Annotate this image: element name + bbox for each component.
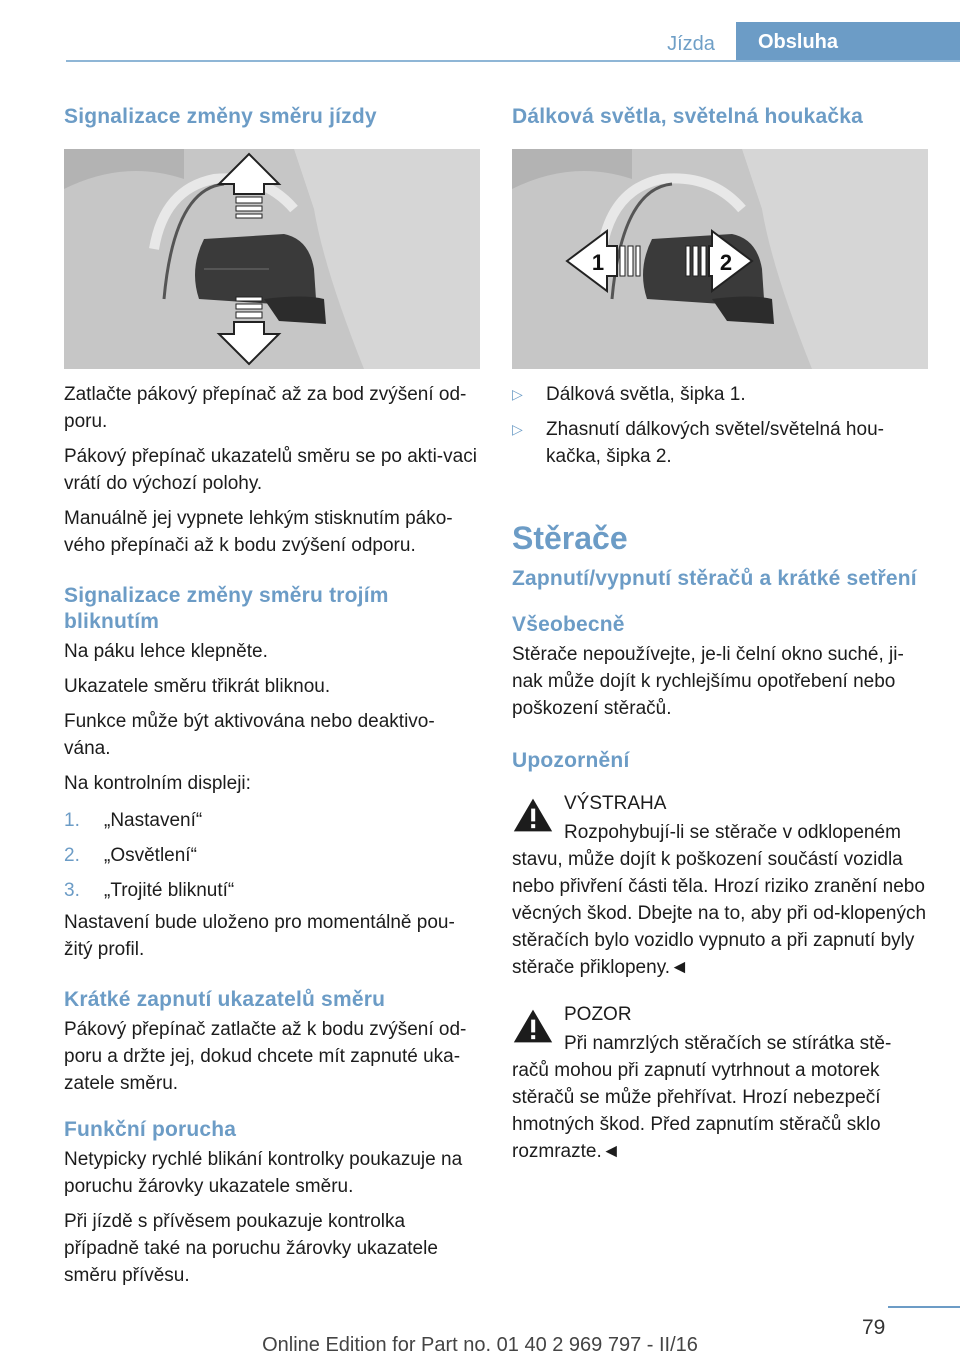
paragraph: Na kontrolním displeji: (64, 773, 251, 794)
tab-obsluha[interactable]: Obsluha (736, 22, 960, 62)
caution-text: Při namrzlých stěračích se stírátka stě‐račů mohou při zapnutí vytrhnout a motorek stěračů se může přehřívat. Hrozí nebezpečí hmotných škod. Před zapnutím stěračů sklo rozmrazte.◄ (512, 1033, 892, 1162)
list-item-text: „Osvětlení“ (104, 845, 197, 866)
warning-triangle-icon (512, 796, 554, 834)
high-beam-lever-image (512, 149, 928, 369)
arrow-label-1: 1 (591, 250, 605, 275)
triangle-bullet-icon: ▷ (512, 386, 523, 402)
paragraph: Pákový přepínač zatlačte až k bodu zvýšení od‐poru a držte jej, dokud chcete mít zapnuté uka‐zatele směru. (64, 1019, 467, 1094)
settings-steps-list (64, 807, 480, 904)
list-item (512, 416, 928, 470)
list-item (64, 842, 480, 869)
paragraph: Funkce může být aktivována nebo deaktivo‐vána. (64, 711, 435, 759)
list-item (64, 877, 480, 904)
list-item-text: Zhasnutí dálkových světel/světelná hou‐kačka, šipka 2. (546, 419, 884, 467)
paragraph: Při jízdě s přívěsem poukazuje kontrolka případně také na poruchu žárovky ukazatele směru přívěsu. (64, 1211, 438, 1286)
list-number: 3. (64, 880, 80, 901)
paragraph: Nastavení bude uloženo pro momentálně pou‐žitý profil. (64, 912, 455, 960)
section-title-short-activation: Krátké zapnutí ukazatelů směru (64, 988, 386, 1011)
header-divider (66, 60, 960, 62)
section-title-general: Všeobecně (512, 613, 625, 636)
turn-signal-lever-image (64, 149, 480, 369)
paragraph: Netypicky rychlé blikání kontrolky poukazuje na poruchu žárovky ukazatele směru. (64, 1149, 463, 1197)
chapter-title-wipers: Stěrače (512, 520, 628, 556)
footer-edition: Online Edition for Part no. 01 40 2 969 797 - II/16 (262, 1334, 698, 1356)
section-title-wipers-on-off: Zapnutí/vypnutí stěračů a krátké setření (512, 567, 917, 590)
list-item-text: Dálková světla, šipka 1. (546, 384, 746, 405)
list-item (512, 381, 928, 408)
arrow-label-2: 2 (719, 250, 733, 275)
triangle-bullet-icon: ▷ (512, 421, 523, 437)
section-title-malfunction: Funkční porucha (64, 1118, 237, 1141)
warning-triangle-icon (512, 1007, 554, 1045)
right-column (512, 100, 928, 1165)
caution-label: POZOR (564, 1004, 632, 1025)
paragraph: Na páku lehce klepněte. (64, 641, 268, 662)
section-title-turn-signal: Signalizace změny směru jízdy (64, 105, 377, 128)
paragraph: Stěrače nepoužívejte, je-li čelní okno suché, ji‐nak může dojít k rychlejšímu opotřebení nebo poškození stěračů. (512, 644, 904, 719)
list-number: 1. (64, 810, 80, 831)
caution-block (512, 1001, 928, 1165)
list-item-text: „Nastavení“ (104, 810, 203, 831)
left-column (64, 100, 480, 1289)
footer-divider (888, 1306, 960, 1308)
paragraph: Pákový přepínač ukazatelů směru se po akti‐vaci vrátí do výchozí polohy. (64, 446, 477, 494)
page-number: 79 (862, 1316, 886, 1339)
section-title-triple-blink: Signalizace změny směru trojím bliknutím (64, 584, 389, 633)
section-title-notes: Upozornění (512, 749, 630, 772)
warning-label: VÝSTRAHA (564, 793, 667, 814)
paragraph: Manuálně jej vypnete lehkým stisknutím páko‐vého přepínači až k bodu zvýšení odporu. (64, 508, 453, 556)
high-beam-list (512, 381, 928, 470)
warning-text: Rozpohybují-li se stěrače v odklopeném stavu, může dojít k poškození součástí vozidla nebo přivření části těla. Hrozí riziko zranění nebo věcných škod. Dbejte na to, aby při od‐klopených stěračích bylo vozidlo vypnuto a při zapnutí byly stěrače přiklopeny.◄ (512, 822, 927, 978)
paragraph: Ukazatele směru třikrát bliknou. (64, 676, 331, 697)
warning-block (512, 790, 928, 981)
section-title-high-beam: Dálková světla, světelná houkačka (512, 105, 863, 128)
list-item (64, 807, 480, 834)
paragraph: Zatlačte pákový přepínač až za bod zvýšení od‐poru. (64, 384, 467, 432)
tab-jizda[interactable]: Jízda (667, 33, 715, 55)
list-item-text: „Trojité bliknutí“ (104, 880, 235, 901)
list-number: 2. (64, 845, 80, 866)
